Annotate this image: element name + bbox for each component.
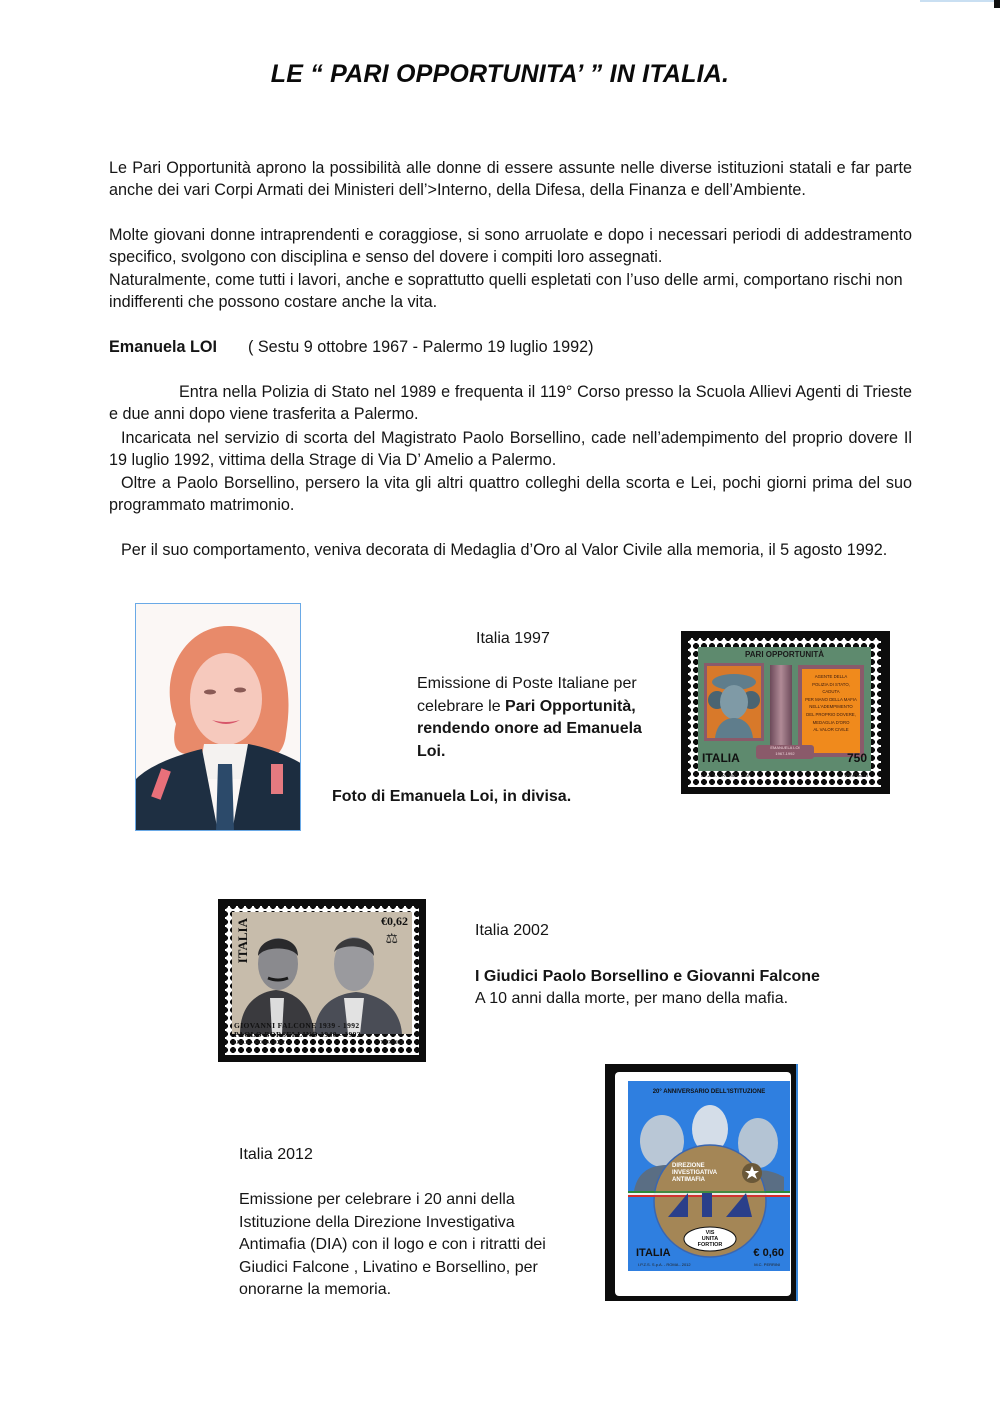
bio-paragraph-4: Per il suo comportamento, veniva decorata di Medaglia d’Oro al Valor Civile alla memoria, il 5 agosto 1992. <box>121 541 888 559</box>
year-label-2012: Italia 2012 <box>239 1146 313 1163</box>
person-heading <box>109 336 912 358</box>
stamp-2012-motto <box>690 1230 730 1248</box>
plaque-line: AGENTE DELLA <box>814 674 848 679</box>
plaque-line: POLIZIA DI STATO, <box>812 681 850 687</box>
scales-of-justice-icon: ⚖ <box>385 930 398 946</box>
description-1997 <box>417 673 653 763</box>
bio-paragraph-2: Incaricata nel servizio di scorta del Magistrato Paolo Borsellino, cade nell’adempimento del proprio dovere Il 19 luglio 1992, vittima della Strage di Via D’ Amelio a Palermo. <box>109 429 912 469</box>
scan-corner-mark <box>994 0 1000 8</box>
portrait-illustration <box>136 604 301 831</box>
page-title: LE “ PARI OPPORTUNITA’ ” IN ITALIA. <box>270 60 730 88</box>
intro-paragraph-1: Le Pari Opportunità aprono la possibilità alle donne di essere assunte nelle diverse istituzioni statali e far parte anche dei vari Corpi Armati dei Ministeri dell’>Interno, della Difesa, della Finanza e dell’Ambiente. <box>109 159 912 199</box>
intro-paragraph-2: Molte giovani donne intraprendenti e coraggiose, si sono arruolate e dopo i necessari periodi di addestramento specifico, svolgono con disciplina e senso del dovere i compiti loro assegnati. <box>109 226 912 266</box>
title-2002: I Giudici Paolo Borsellino e Giovanni Falcone <box>475 968 820 985</box>
ribbon-years: 1967-1992 <box>775 751 795 756</box>
stamp-2002-artist: T. TRINCA <box>380 1040 404 1046</box>
motto-line: FORTIOR <box>697 1242 723 1248</box>
stamp-2002-country: ITALIA <box>235 918 250 964</box>
description-2012: Emissione per celebrare i 20 anni della Istituzione della Direzione Investigativa Antimafia (DIA) con il logo e con i ritratti dei Giudici Falcone , Livatino e Borsellino, per onorarne la memoria. <box>239 1191 546 1298</box>
scan-edge-artifact <box>920 0 998 2</box>
stamp-1997 <box>681 631 890 794</box>
plaque-line: CADUTA <box>822 689 840 695</box>
bio-paragraph-1: Entra nella Polizia di Stato nel 1989 e frequenta il 119° Corso presso la Scuola Allievi Agenti di Trieste e due anni dopo viene trasferita a Palermo. <box>109 383 912 423</box>
person-dates: ( Sestu 9 ottobre 1967 - Palermo 19 luglio 1992) <box>247 338 594 356</box>
stamp-1997-printer: I.P.Z.S. - ROMA - 1997 <box>701 773 752 779</box>
stamp-2012-header: 20° ANNIVERSARIO DELL'ISTITUZIONE <box>652 1089 766 1095</box>
stamp-2012-logo-text <box>672 1163 717 1184</box>
stamp-2002 <box>218 899 426 1062</box>
stamp-1997-ribbon <box>756 745 814 759</box>
intro-paragraph-3: Naturalmente, come tutti i lavori, anche e soprattutto quelli espletati con l’uso delle armi, comportano rischi non indifferenti che possono costare anche la vita. <box>109 271 903 311</box>
portrait-photo <box>135 603 301 831</box>
ribbon-name: EMANUELA LOI <box>770 745 800 750</box>
stamp-1997-country: ITALIA <box>702 751 740 765</box>
stamp-1997-artist: L. VANGELLI <box>838 773 868 779</box>
motto-line: VIS <box>705 1230 715 1236</box>
year-label-1997: Italia 1997 <box>476 630 550 647</box>
motto-line: UNITA <box>701 1236 719 1242</box>
photo-caption: Foto di Emanuela Loi, in divisa. <box>332 788 572 805</box>
logo-line: INVESTIGATIVA <box>672 1170 718 1176</box>
logo-line: DIREZIONE <box>672 1163 705 1169</box>
stamp-2012-value: € 0,60 <box>753 1247 784 1259</box>
plaque-line: NELL'ADEMPIMENTO <box>809 704 853 710</box>
stamp-1997-plaque <box>798 665 864 757</box>
stamp-2012-artist: M.C. PERRINI <box>754 1262 780 1267</box>
stamp-2012-country: ITALIA <box>636 1247 671 1259</box>
stamp-1997-column <box>770 665 792 753</box>
plaque-line: PER MANO DELLA MAFIA <box>805 696 857 702</box>
logo-line: ANTIMAFIA <box>672 1177 705 1183</box>
bio-paragraph-3: Oltre a Paolo Borsellino, persero la vita gli altri quattro colleghi della scorta e Lei, pochi giorni prima del suo programmato matrimonio. <box>109 474 912 514</box>
stamp-2012 <box>605 1064 798 1301</box>
description-1997-bold: Pari Opportunità, rendendo onore ad Emanuela Loi. <box>417 697 642 760</box>
stamp-1997-value: 750 <box>846 751 867 765</box>
plaque-line: MEDAGLIA D'ORO <box>812 719 850 725</box>
plaque-line: AL VALOR CIVILE <box>813 727 849 733</box>
stamp-1997-portrait-icon <box>707 666 761 738</box>
stamp-1997-portrait-panel <box>704 663 764 741</box>
stamp-2012-printer: I.P.Z.S. S.p.A. - ROMA - 2012 <box>638 1262 691 1267</box>
stamp-2002-names <box>234 1021 361 1039</box>
year-label-2002: Italia 2002 <box>475 922 549 939</box>
description-1997-plain: Emissione di Poste Italiane per celebrare le <box>417 675 637 715</box>
plaque-line: DEL PROPRIO DOVERE, <box>806 711 856 717</box>
person-name: Emanuela LOI <box>109 338 217 356</box>
stamp-2002-value: €0,62 <box>381 914 408 928</box>
stamp-2002-printer: I.P.Z.S. - ROMA - 2002 <box>234 1040 285 1046</box>
stamp-2002-line2: PAOLO BORSELLINO 1940 - 1992 <box>234 1030 361 1039</box>
stamp-2002-line1: GIOVANNI FALCONE 1939 - 1992 <box>234 1021 360 1030</box>
subtitle-2002: A 10 anni dalla morte, per mano della mafia. <box>475 990 789 1007</box>
stamp-1997-header: PARI OPPORTUNITÀ <box>745 650 824 659</box>
